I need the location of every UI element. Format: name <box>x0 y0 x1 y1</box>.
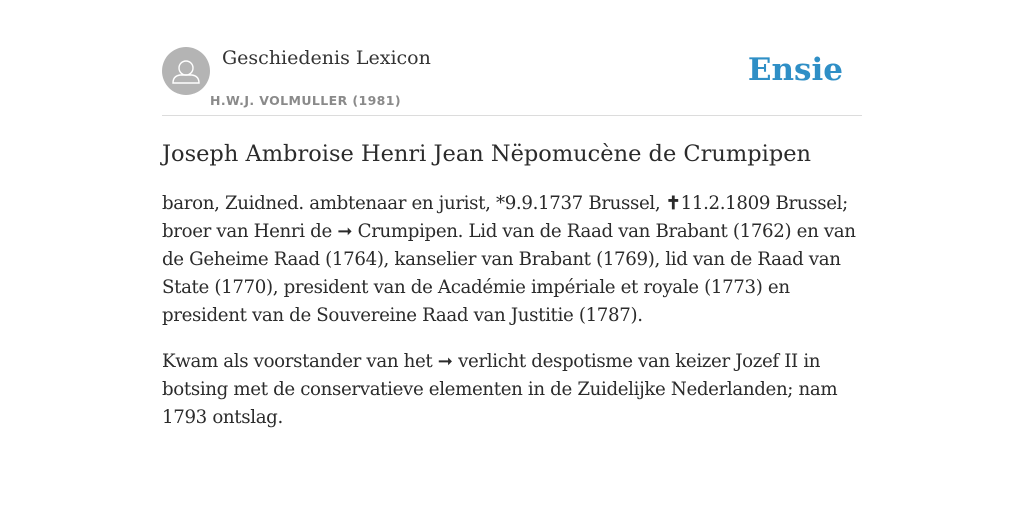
paragraph-text: 11.2.1809 Brussel; broer van Henri de <box>162 193 848 242</box>
crossref-link-crumpipen[interactable]: ➞ Crumpipen <box>337 221 458 242</box>
paragraph-text: baron, Zuidned. ambtenaar en jurist, *9.9.1737 Brussel, <box>162 193 666 214</box>
article-paragraph-1 <box>162 190 866 330</box>
source-author[interactable]: H.W.J. VOLMULLER (1981) <box>210 93 401 108</box>
source-title[interactable]: Geschiedenis Lexicon <box>222 47 431 69</box>
ensie-logo[interactable]: Ensie <box>747 52 843 88</box>
source-header <box>162 46 862 116</box>
article-paragraph-2 <box>162 348 866 432</box>
article <box>162 137 866 450</box>
article-title: Joseph Ambroise Henri Jean Nëpomucène de Crumpipen <box>162 141 812 167</box>
paragraph-text: van keizer Jozef II in botsing met de conservatieve elementen in de Zuidelijke Nederlanden; nam 1793 ontslag. <box>162 351 838 428</box>
death-dagger-icon: ✝ <box>665 193 681 214</box>
user-placeholder-icon[interactable] <box>162 47 210 95</box>
crossref-link-verlicht-despotisme[interactable]: ➞ verlicht despotisme <box>437 351 633 372</box>
paragraph-text: Kwam als voorstander van het <box>162 351 438 372</box>
paragraph-text: . Lid van de Raad van Brabant (1762) en van de Geheime Raad (1764), kanselier van Brabant (1769), lid van de Raad van State (1770), president van de Académie impériale et royale (1773) en president van de Souvereine Raad van Justitie (1787). <box>162 221 856 326</box>
